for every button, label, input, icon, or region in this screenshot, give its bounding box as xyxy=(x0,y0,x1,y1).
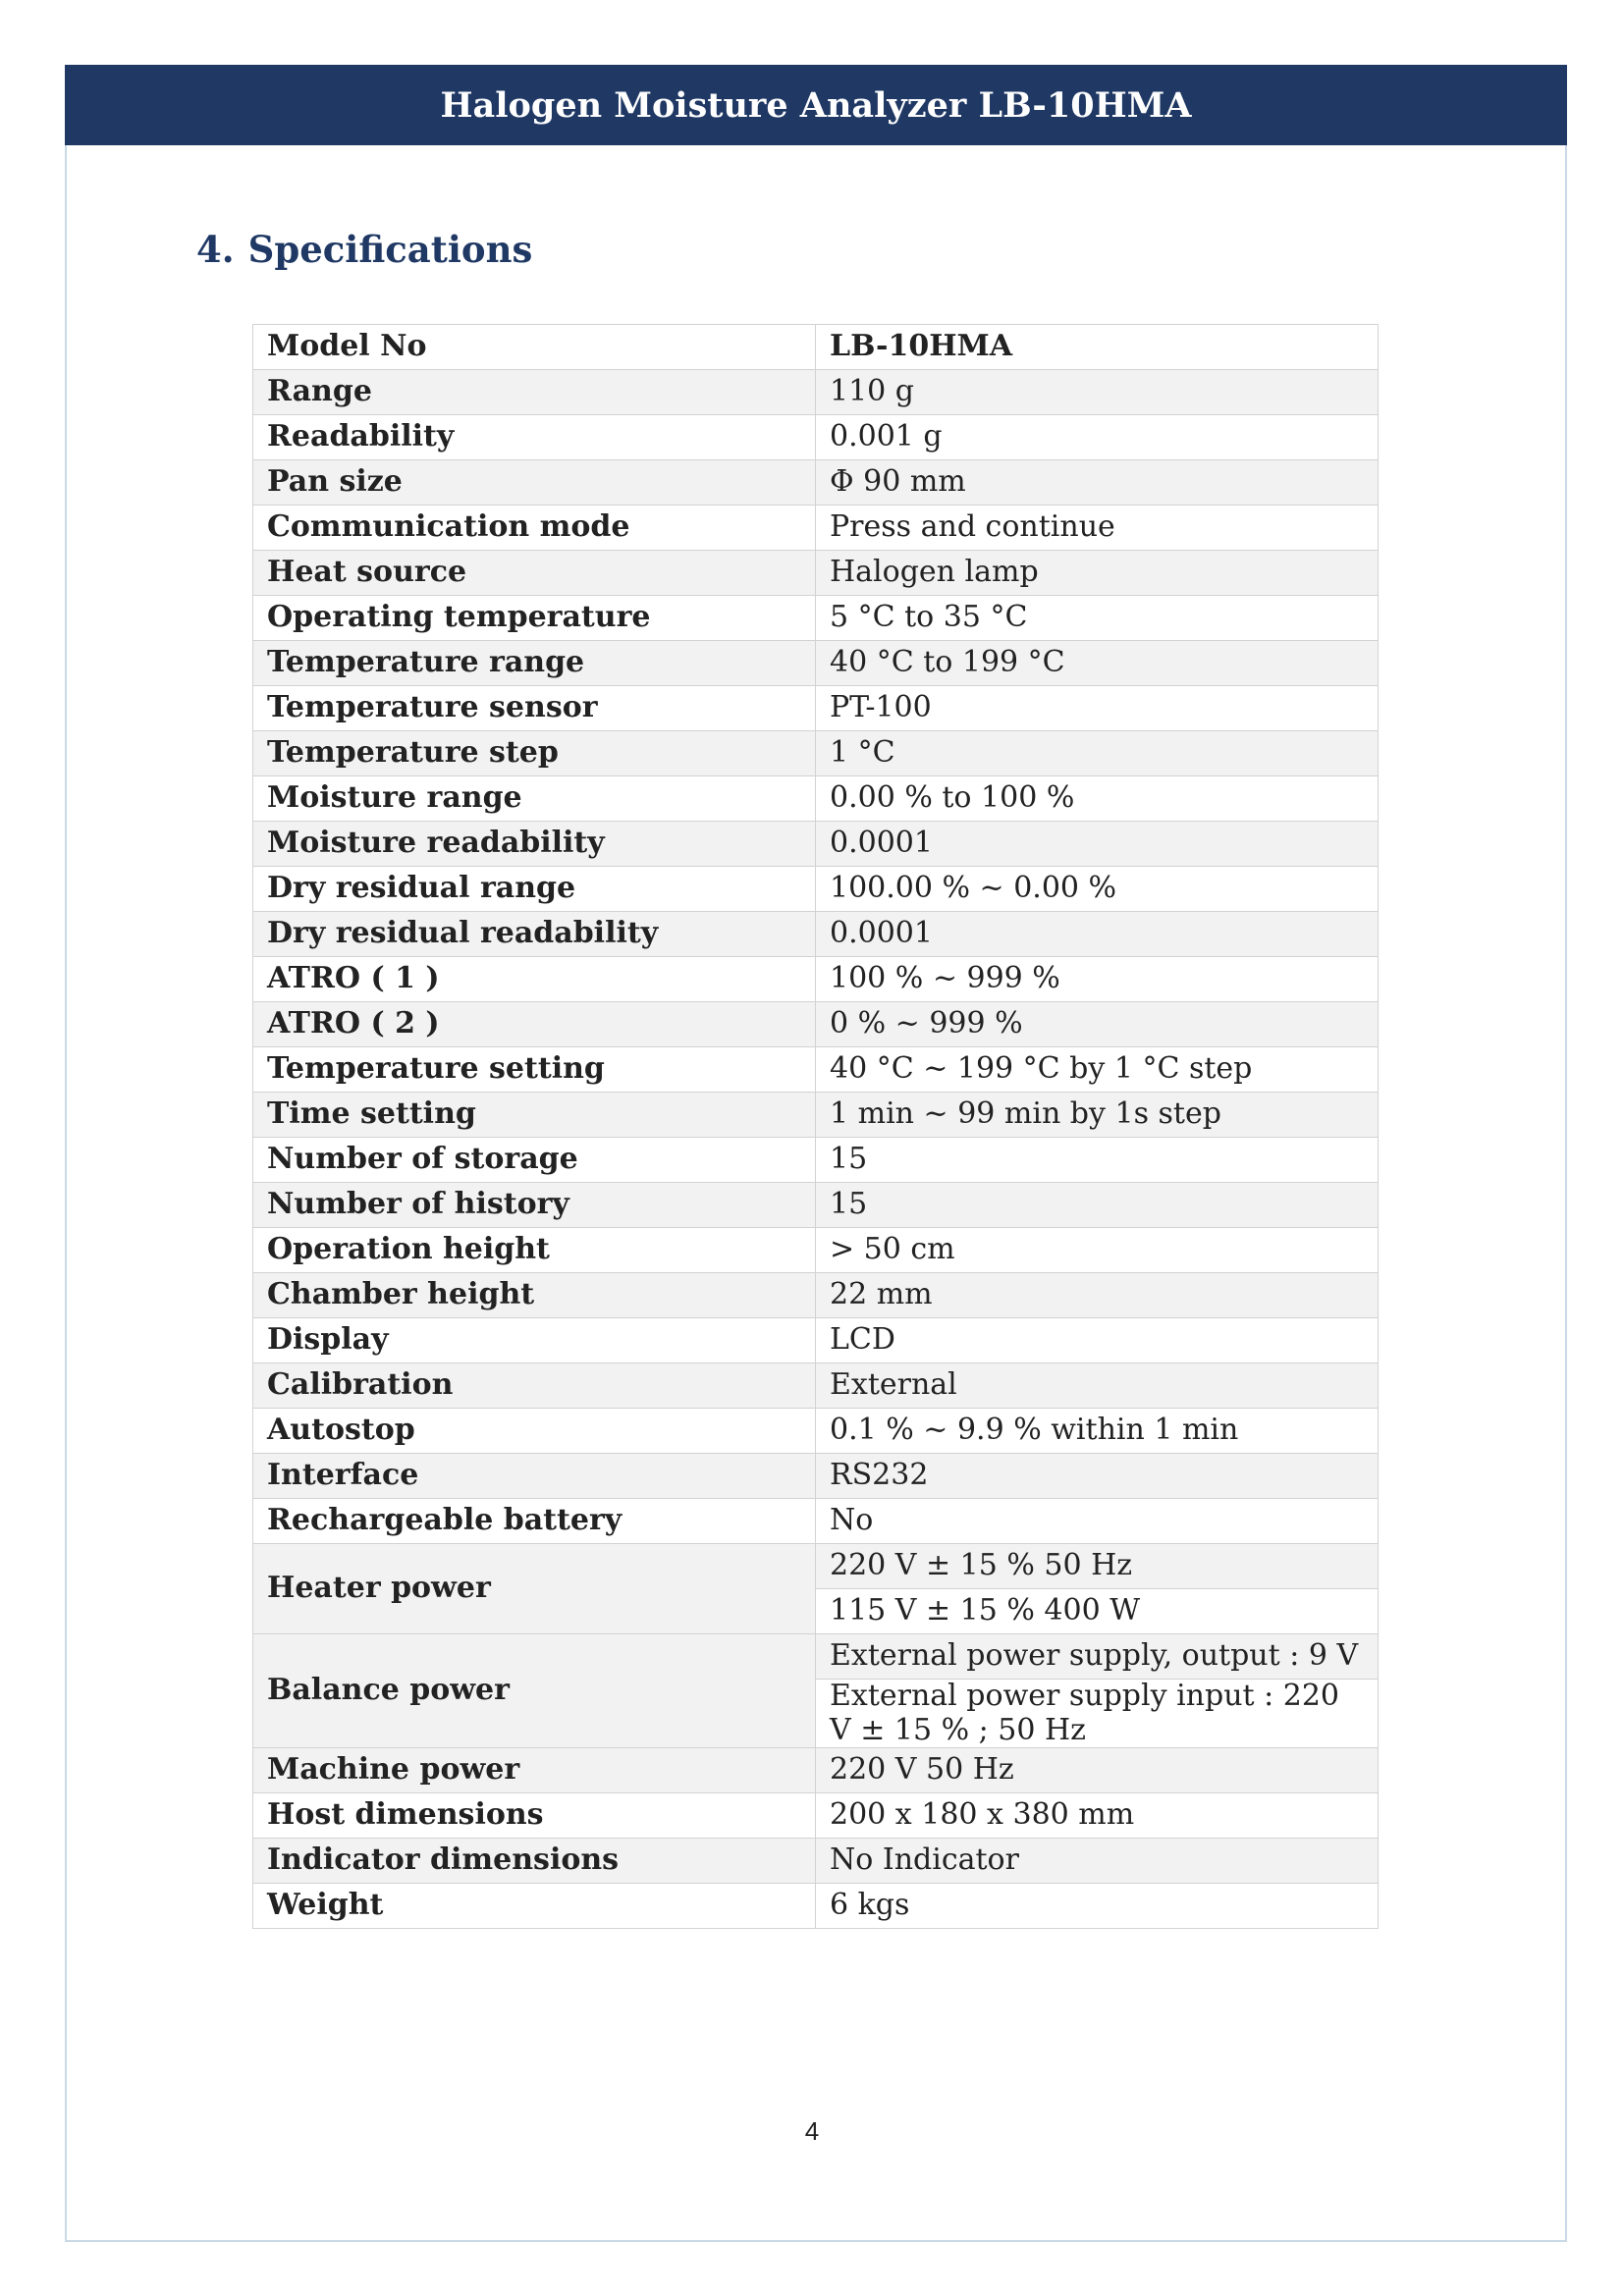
spec-label: Moisture readability xyxy=(253,822,816,867)
section-title: Specifications xyxy=(247,228,533,271)
spec-label: Communication mode xyxy=(253,506,816,551)
table-row xyxy=(253,551,1379,596)
spec-label: ATRO ( 2 ) xyxy=(253,1002,816,1047)
document-header xyxy=(65,65,1567,145)
spec-label: Number of history xyxy=(253,1183,816,1228)
table-row xyxy=(253,776,1379,822)
spec-value: 15 xyxy=(816,1138,1379,1183)
spec-value: 22 mm xyxy=(816,1273,1379,1318)
spec-value: External power supply input : 220 V ± 15 % ; 50 Hz xyxy=(816,1680,1379,1748)
table-row xyxy=(253,1748,1379,1793)
table-row xyxy=(253,1634,1379,1680)
table-row xyxy=(253,370,1379,415)
spec-label: Temperature range xyxy=(253,641,816,686)
spec-value: 5 °C to 35 °C xyxy=(816,596,1379,641)
spec-label: Display xyxy=(253,1318,816,1363)
spec-value: > 50 cm xyxy=(816,1228,1379,1273)
table-row xyxy=(253,415,1379,460)
spec-label: Model No xyxy=(253,325,816,370)
spec-value: LCD xyxy=(816,1318,1379,1363)
spec-value: 220 V ± 15 % 50 Hz xyxy=(816,1544,1379,1589)
spec-label: Calibration xyxy=(253,1363,816,1409)
spec-label: Operation height xyxy=(253,1228,816,1273)
spec-label: Heat source xyxy=(253,551,816,596)
table-row xyxy=(253,731,1379,776)
table-row xyxy=(253,1228,1379,1273)
spec-label: Heater power xyxy=(253,1544,816,1634)
spec-value: 200 x 180 x 380 mm xyxy=(816,1793,1379,1839)
spec-value: 0.001 g xyxy=(816,415,1379,460)
table-row xyxy=(253,1544,1379,1589)
table-row xyxy=(253,1273,1379,1318)
spec-value: 6 kgs xyxy=(816,1884,1379,1929)
spec-value: 0.1 % ~ 9.9 % within 1 min xyxy=(816,1409,1379,1454)
spec-value: Halogen lamp xyxy=(816,551,1379,596)
spec-value: External xyxy=(816,1363,1379,1409)
spec-value: 100 % ~ 999 % xyxy=(816,957,1379,1002)
spec-label: Host dimensions xyxy=(253,1793,816,1839)
spec-value: RS232 xyxy=(816,1454,1379,1499)
spec-value: 0.00 % to 100 % xyxy=(816,776,1379,822)
spec-value: External power supply, output : 9 V xyxy=(816,1634,1379,1680)
spec-label: Weight xyxy=(253,1884,816,1929)
table-row xyxy=(253,912,1379,957)
table-row xyxy=(253,325,1379,370)
spec-label: Indicator dimensions xyxy=(253,1839,816,1884)
document-title: Halogen Moisture Analyzer LB-10HMA xyxy=(440,84,1192,126)
table-row xyxy=(253,641,1379,686)
table-row xyxy=(253,1454,1379,1499)
spec-value: 115 V ± 15 % 400 W xyxy=(816,1589,1379,1634)
table-row xyxy=(253,506,1379,551)
table-row xyxy=(253,1884,1379,1929)
table-row xyxy=(253,1499,1379,1544)
spec-value: LB-10HMA xyxy=(816,325,1379,370)
table-row xyxy=(253,1093,1379,1138)
spec-label: Chamber height xyxy=(253,1273,816,1318)
spec-value: 220 V 50 Hz xyxy=(816,1748,1379,1793)
spec-value: No Indicator xyxy=(816,1839,1379,1884)
spec-label: Temperature step xyxy=(253,731,816,776)
specifications-table-body xyxy=(253,325,1379,1929)
table-row xyxy=(253,1793,1379,1839)
spec-value: Press and continue xyxy=(816,506,1379,551)
table-row xyxy=(253,1002,1379,1047)
spec-label: Temperature sensor xyxy=(253,686,816,731)
table-row xyxy=(253,957,1379,1002)
spec-value: No xyxy=(816,1499,1379,1544)
spec-label: Dry residual readability xyxy=(253,912,816,957)
spec-label: Range xyxy=(253,370,816,415)
table-row xyxy=(253,867,1379,912)
table-row xyxy=(253,1363,1379,1409)
spec-label: Dry residual range xyxy=(253,867,816,912)
spec-label: Readability xyxy=(253,415,816,460)
spec-value: 100.00 % ~ 0.00 % xyxy=(816,867,1379,912)
spec-label: Operating temperature xyxy=(253,596,816,641)
table-row xyxy=(253,1839,1379,1884)
spec-value: 1 min ~ 99 min by 1s step xyxy=(816,1093,1379,1138)
spec-label: Number of storage xyxy=(253,1138,816,1183)
spec-label: Temperature setting xyxy=(253,1047,816,1093)
spec-label: Balance power xyxy=(253,1634,816,1748)
spec-label: Autostop xyxy=(253,1409,816,1454)
table-row xyxy=(253,460,1379,506)
spec-label: Interface xyxy=(253,1454,816,1499)
spec-value: Φ 90 mm xyxy=(816,460,1379,506)
spec-label: Time setting xyxy=(253,1093,816,1138)
spec-label: Rechargeable battery xyxy=(253,1499,816,1544)
spec-value: 110 g xyxy=(816,370,1379,415)
spec-value: 40 °C ~ 199 °C by 1 °C step xyxy=(816,1047,1379,1093)
table-row xyxy=(253,1047,1379,1093)
table-row xyxy=(253,1138,1379,1183)
spec-label: Moisture range xyxy=(253,776,816,822)
section-heading xyxy=(196,228,532,271)
spec-label: Pan size xyxy=(253,460,816,506)
spec-value: 0 % ~ 999 % xyxy=(816,1002,1379,1047)
spec-label: Machine power xyxy=(253,1748,816,1793)
spec-value: 1 °C xyxy=(816,731,1379,776)
spec-value: 40 °C to 199 °C xyxy=(816,641,1379,686)
spec-value: 0.0001 xyxy=(816,822,1379,867)
page-number: 4 xyxy=(804,2116,820,2146)
spec-value: 15 xyxy=(816,1183,1379,1228)
specifications-table xyxy=(252,324,1379,1929)
spec-label: ATRO ( 1 ) xyxy=(253,957,816,1002)
table-row xyxy=(253,1318,1379,1363)
table-row xyxy=(253,686,1379,731)
section-number: 4. xyxy=(196,228,235,271)
table-row xyxy=(253,1183,1379,1228)
table-row xyxy=(253,1409,1379,1454)
table-row xyxy=(253,822,1379,867)
spec-value: PT-100 xyxy=(816,686,1379,731)
table-row xyxy=(253,596,1379,641)
spec-value: 0.0001 xyxy=(816,912,1379,957)
